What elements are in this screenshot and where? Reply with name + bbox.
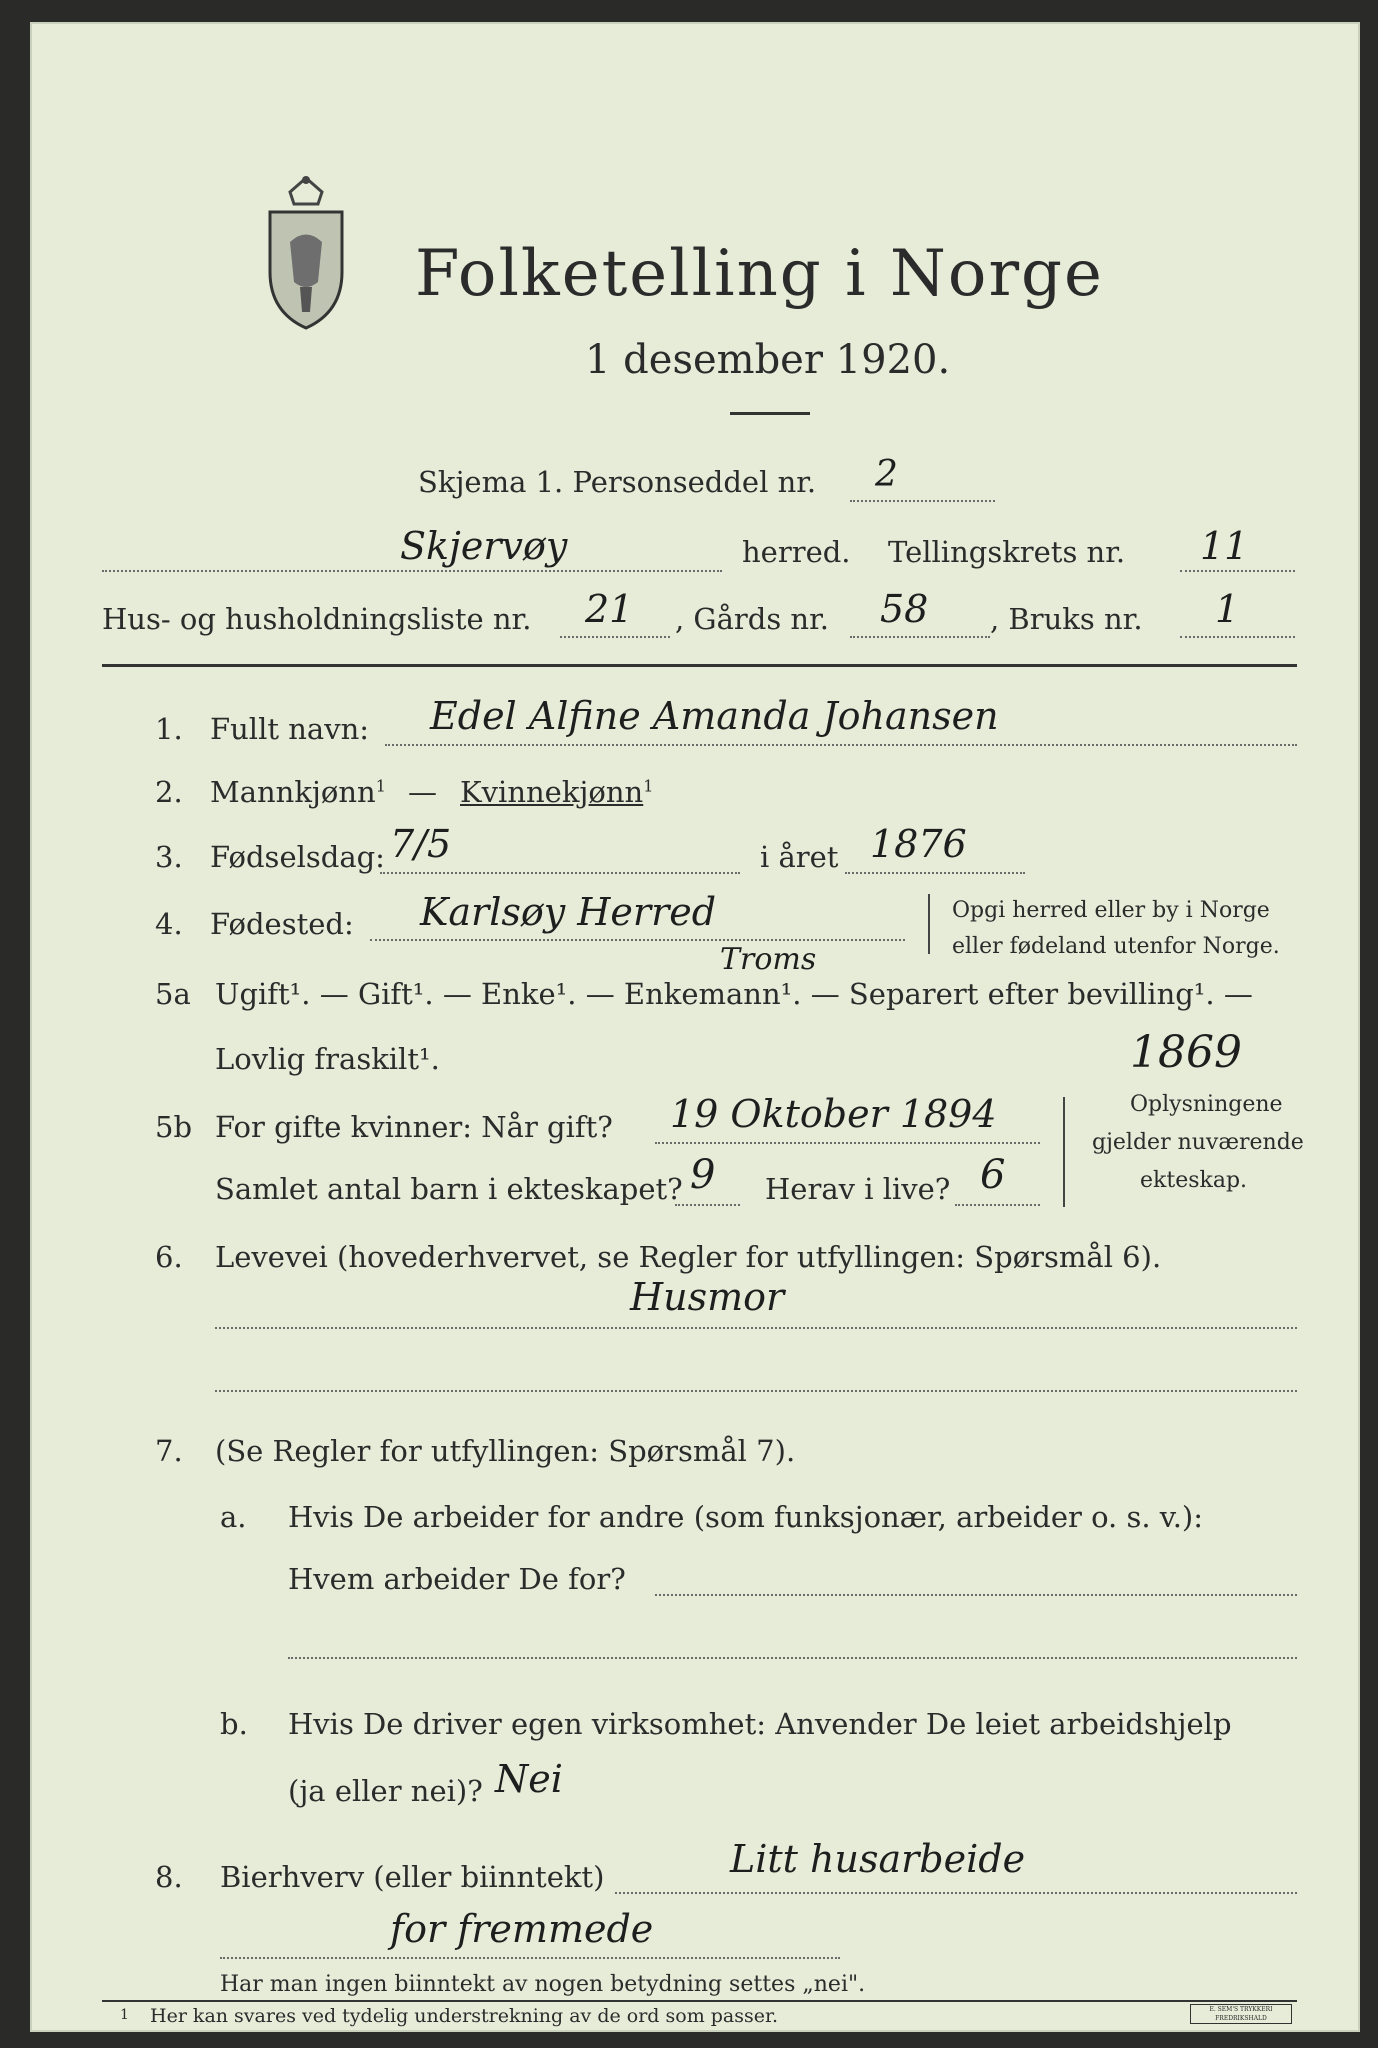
bruks-value: 1 [1215,587,1240,631]
census-date: 1 desember 1920. [585,337,951,383]
q4-line [370,939,905,941]
q6-number: 6. [155,1240,183,1274]
husholdningsliste-line [560,636,670,638]
title-divider [730,412,810,415]
q3-year-line [845,872,1025,874]
q7b-line2: (ja eller nei)? [288,1774,483,1808]
q5b-brace [1063,1097,1073,1207]
husholdningsliste-value: 21 [585,587,634,631]
q5a-number: 5a [155,977,191,1011]
q6-label: Levevei (hovederhvervet, se Regler for utfyllingen: Spørsmål 6). [215,1240,1162,1274]
footnote-number: 1 [120,2007,129,2023]
children-total-value: 9 [690,1152,716,1198]
q2-female: Kvinnekjønn$^1$ [460,775,654,809]
gards-value: 58 [880,587,929,631]
marriage-date-value: 19 Oktober 1894 [670,1092,997,1136]
occupation-value: Husmor [630,1275,785,1319]
q5b-note-2: gjelder nuværende [1092,1130,1304,1155]
birthyear-value: 1876 [870,822,967,866]
q7b-number: b. [220,1707,248,1741]
side-occupation-value-1: Litt husarbeide [730,1837,1026,1881]
q7a-line2: Hvem arbeider De for? [288,1562,626,1596]
herred-label: herred. [742,535,851,569]
q2-number: 2. [155,775,183,809]
q5b-line [655,1142,1040,1144]
q5b-live-line [955,1204,1040,1206]
q7a-line1: Hvis De arbeider for andre (som funksjonær, arbeider o. s. v.): [288,1500,1204,1534]
footnote-divider [102,2000,1297,2002]
birthplace-brace [928,894,938,954]
bruks-label: , Bruks nr. [990,602,1143,636]
footnote-text: Her kan svares ved tydelig understrekning av de ord som passer. [150,2005,779,2027]
herred-value: Skjervøy [400,524,568,568]
q5b-barn-line [675,1204,740,1206]
q5a-extra: 1869 [1130,1027,1242,1078]
q5a-line2: Lovlig fraskilt¹. [215,1042,440,1076]
q8-line-1 [615,1892,1297,1894]
q2-male: Mannkjønn$^1$ [210,775,386,809]
herred-line [102,570,722,572]
q8-number: 8. [155,1860,183,1894]
q4-label: Fødested: [210,907,354,941]
q3-number: 3. [155,840,183,874]
q5b-number: 5b [155,1110,193,1144]
q7a-number: a. [220,1500,247,1534]
q5b-label: For gifte kvinner: Når gift? [215,1110,613,1144]
q8-note: Har man ingen biinntekt av nogen betydning settes „nei". [220,1972,866,1997]
q1-label: Fullt navn: [210,712,370,746]
personseddel-number: 2 [875,454,898,495]
birthdate-value: 7/5 [390,822,452,866]
q6-line-2 [215,1390,1297,1392]
gards-line [850,636,990,638]
q3-line [380,872,740,874]
birthplace-extra: Troms [720,942,817,977]
q8-label: Bierhverv (eller biinntekt) [220,1860,605,1894]
form-title: Folketelling i Norge [415,237,1104,311]
census-form [30,22,1360,2032]
children-living-value: 6 [980,1152,1006,1198]
tellingskrets-label: Tellingskrets nr. [888,535,1126,569]
q1-number: 1. [155,712,183,746]
tellingskrets-line [1180,570,1295,572]
q7a-line [655,1594,1297,1596]
gards-label: , Gårds nr. [675,602,829,636]
printer-stamp: E. SEM'S TRYKKERI FREDRIKSHALD [1190,2004,1292,2024]
q7-label: (Se Regler for utfyllingen: Spørsmål 7). [215,1434,796,1468]
coat-of-arms-icon [260,172,352,332]
side-occupation-value-2: for fremmede [390,1907,654,1951]
q3-year-label: i året [760,840,839,874]
birthplace-note-2: eller fødeland utenfor Norge. [952,934,1280,959]
q7-number: 7. [155,1434,183,1468]
q3-label: Fødselsdag: [210,840,385,874]
q6-line-1 [215,1327,1297,1329]
header-divider [102,664,1297,667]
q4-number: 4. [155,907,183,941]
birthplace-note-1: Opgi herred eller by i Norge [952,898,1270,923]
q7a-line-2 [288,1657,1297,1659]
q7b-line1: Hvis De driver egen virksomhet: Anvender De leiet arbeidshjelp [288,1707,1232,1741]
tellingskrets-value: 11 [1200,524,1249,568]
full-name-value: Edel Alfine Amanda Johansen [430,694,999,738]
q8-line-2 [220,1957,840,1959]
q1-line [385,744,1297,746]
bruks-line [1180,636,1295,638]
q5b-live-label: Herav i live? [765,1172,951,1206]
q2-sep: — [408,775,437,809]
q5b-note-1: Oplysningene [1130,1092,1283,1117]
q5b-note-3: ekteskap. [1140,1168,1248,1193]
skjema-label: Skjema 1. Personseddel nr. [418,465,817,499]
husholdningsliste-label: Hus- og husholdningsliste nr. [102,602,532,636]
skjema-line [850,500,995,502]
q5a-line1: Ugift¹. — Gift¹. — Enke¹. — Enkemann¹. — Separert efter bevilling¹. — [215,977,1253,1011]
q5b-barn-label: Samlet antal barn i ekteskapet? [215,1172,683,1206]
q7b-value: Nei [495,1757,563,1801]
birthplace-value: Karlsøy Herred [420,890,717,934]
